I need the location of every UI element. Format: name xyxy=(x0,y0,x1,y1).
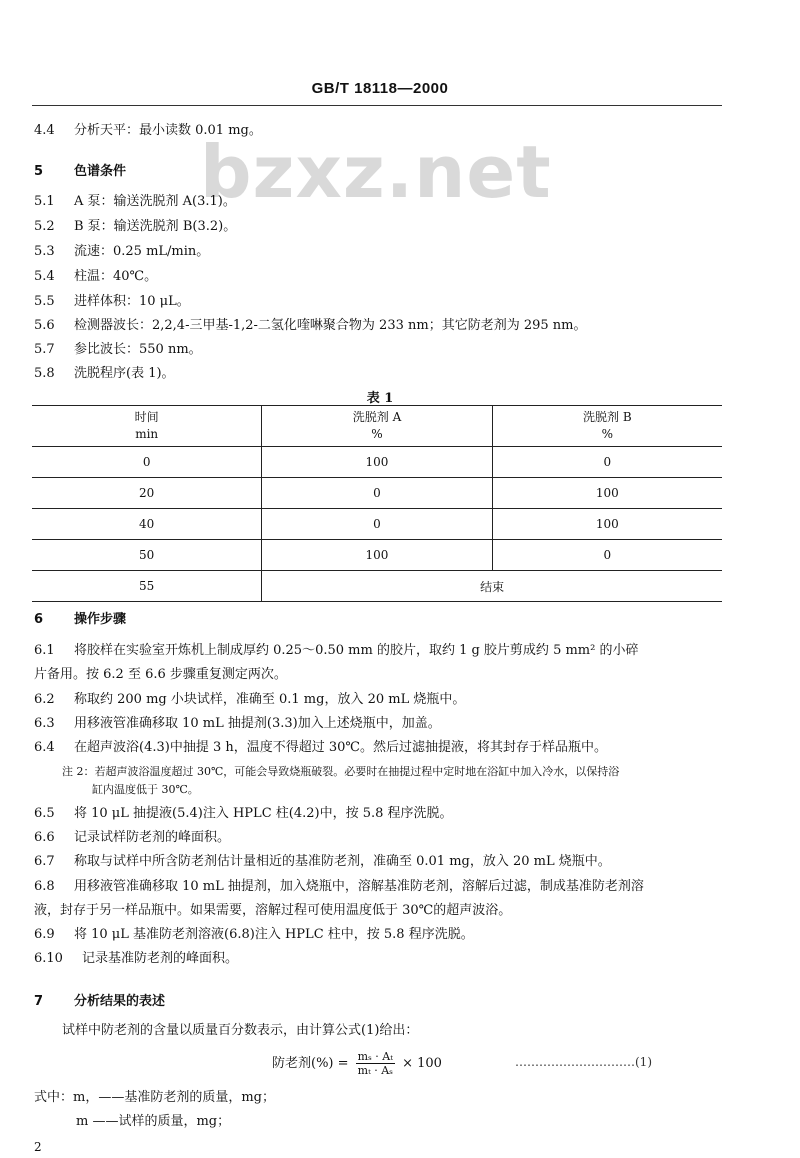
where-line-2: m ——试样的质量，mg； xyxy=(76,1114,231,1129)
table-cell: 40 xyxy=(32,509,262,540)
table-cell: 100 xyxy=(262,447,492,478)
clause-5-4: 5.4 柱温：40℃。 xyxy=(34,269,158,284)
table-cell: 50 xyxy=(32,540,262,571)
watermark: bzxz.net xyxy=(200,130,552,214)
table-cell-end: 结束 xyxy=(262,571,722,602)
note-2-cont: 缸内温度低于 30℃。 xyxy=(92,783,199,796)
clause-6-7: 6.7 称取与试样中所含防老剂估计量相近的基准防老剂，准确至 0.01 mg，放入 20 mL 烧瓶中。 xyxy=(34,854,611,869)
clause-6-2: 6.2 称取约 200 mg 小块试样，准确至 0.1 mg，放入 20 mL 烧瓶中。 xyxy=(34,692,466,707)
clause-5-6: 5.6 检测器波长：2,2,4-三甲基-1,2-二氢化喹啉聚合物为 233 nm；其它防老剂为 295 nm。 xyxy=(34,318,587,333)
table-cell: 0 xyxy=(262,509,492,540)
table-cell: 0 xyxy=(492,540,722,571)
section-7-heading: 7 分析结果的表述 xyxy=(34,994,166,1009)
clause-6-3: 6.3 用移液管准确移取 10 mL 抽提剂(3.3)加入上述烧瓶中，加盖。 xyxy=(34,716,441,731)
formula-1 xyxy=(272,1050,442,1077)
clause-6-5: 6.5 将 10 μL 抽提液(5.4)注入 HPLC 柱(4.2)中，按 5.8 程序洗脱。 xyxy=(34,806,453,821)
clause-4-4: 4.4 分析天平：最小读数 0.01 mg。 xyxy=(34,123,262,138)
clause-6-6: 6.6 记录试样防老剂的峰面积。 xyxy=(34,830,231,845)
table-row xyxy=(32,509,722,540)
formula-lhs: 防老剂(%) = xyxy=(272,1056,349,1071)
header-rule xyxy=(32,105,722,106)
clause-6-1-cont: 片备用。按 6.2 至 6.6 步骤重复测定两次。 xyxy=(34,667,287,682)
formula-rhs: × 100 xyxy=(402,1056,442,1071)
clause-5-1: 5.1 A 泵：输送洗脱剂 A(3.1)。 xyxy=(34,194,236,209)
clause-5-8: 5.8 洗脱程序(表 1)。 xyxy=(34,366,175,381)
table-row xyxy=(32,447,722,478)
table-1-caption: 表 1 xyxy=(366,391,394,406)
page-number: 2 xyxy=(34,1140,42,1154)
clause-6-8: 6.8 用移液管准确移取 10 mL 抽提剂，加入烧瓶中，溶解基准防老剂，溶解后过滤，制成基准防老剂溶 xyxy=(34,879,644,894)
table-cell: 0 xyxy=(262,478,492,509)
clause-6-4: 6.4 在超声波浴(4.3)中抽提 3 h，温度不得超过 30℃。然后过滤抽提液，将其封存于样品瓶中。 xyxy=(34,740,607,755)
table-header-time: 时间 min xyxy=(32,406,262,447)
table-1 xyxy=(32,405,722,602)
clause-6-1: 6.1 将胶样在实验室开炼机上制成厚约 0.25～0.50 mm 的胶片，取约 1 g 胶片剪成约 5 mm² 的小碎 xyxy=(34,643,639,658)
clause-5-3: 5.3 流速：0.25 mL/min。 xyxy=(34,244,210,259)
table-cell: 100 xyxy=(492,478,722,509)
table-row-end xyxy=(32,571,722,602)
clause-5-5: 5.5 进样体积：10 μL。 xyxy=(34,294,190,309)
table-cell: 100 xyxy=(262,540,492,571)
table-header-eluent-a: 洗脱剂 A % xyxy=(262,406,492,447)
section-5-heading: 5 色谱条件 xyxy=(34,164,127,179)
clause-6-8-cont: 液，封存于另一样品瓶中。如果需要，溶解过程可使用温度低于 30℃的超声波浴。 xyxy=(34,903,512,918)
formula-numerator: mₛ · Aₜ xyxy=(357,1050,393,1063)
where-line-1: 式中：m，——基准防老剂的质量，mg； xyxy=(34,1090,275,1105)
section-7-intro: 试样中防老剂的含量以质量百分数表示，由计算公式(1)给出： xyxy=(62,1023,419,1038)
clause-6-9: 6.9 将 10 μL 基准防老剂溶液(6.8)注入 HPLC 柱中，按 5.8 程序洗脱。 xyxy=(34,927,474,942)
table-header-eluent-b: 洗脱剂 B % xyxy=(492,406,722,447)
formula-fraction xyxy=(356,1050,395,1077)
table-row xyxy=(32,478,722,509)
table-cell: 0 xyxy=(32,447,262,478)
table-cell: 100 xyxy=(492,509,722,540)
clause-5-7: 5.7 参比波长：550 nm。 xyxy=(34,342,202,357)
table-row xyxy=(32,540,722,571)
note-2: 注 2：若超声波浴温度超过 30℃，可能会导致烧瓶破裂。必要时在抽提过程中定时地在浴缸中加入冷水，以保持浴 xyxy=(62,765,620,778)
clause-5-2: 5.2 B 泵：输送洗脱剂 B(3.2)。 xyxy=(34,219,237,234)
table-cell: 55 xyxy=(32,571,262,602)
formula-denominator: mₜ · Aₛ xyxy=(357,1064,393,1077)
section-6-heading: 6 操作步骤 xyxy=(34,612,127,627)
table-cell: 0 xyxy=(492,447,722,478)
table-header-row xyxy=(32,406,722,447)
clause-6-10: 6.10 记录基准防老剂的峰面积。 xyxy=(34,951,239,966)
standard-code-header: GB/T 18118—2000 xyxy=(311,80,449,97)
equation-number: …………………………(1) xyxy=(515,1055,652,1069)
table-cell: 20 xyxy=(32,478,262,509)
